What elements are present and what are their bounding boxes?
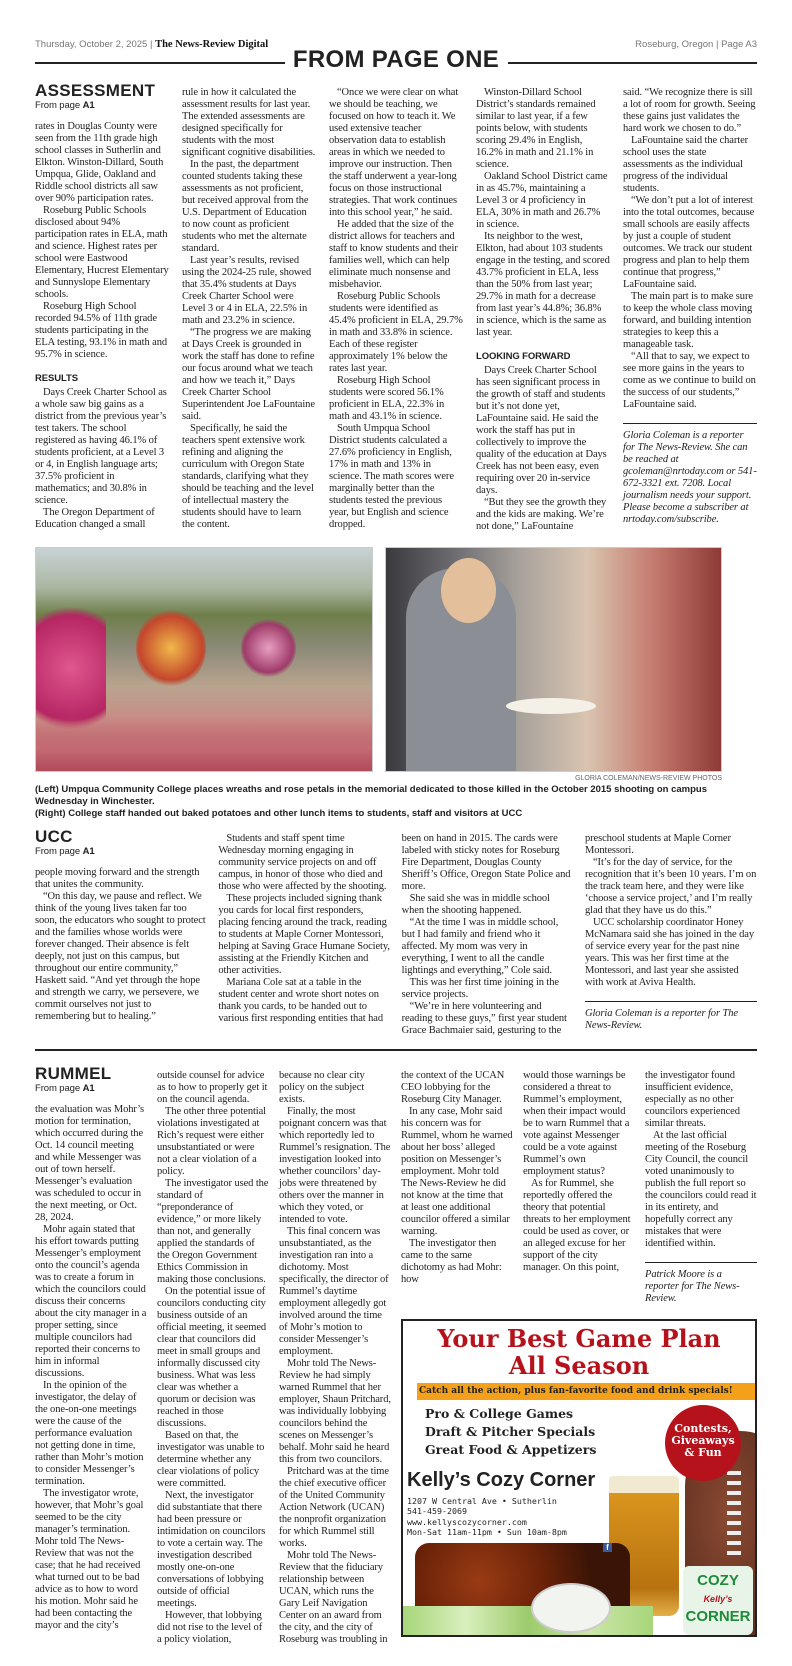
cozy-corner-logo	[683, 1566, 753, 1635]
article-column	[402, 828, 574, 1037]
article-column	[279, 1065, 391, 1646]
page-content	[35, 0, 757, 1666]
ad-website[interactable]: www.kellyscozycorner.com	[407, 1516, 527, 1527]
location-page: Roseburg, Oregon | Page A3	[635, 39, 757, 50]
article-slug: UCC	[35, 827, 73, 846]
article-column	[157, 1065, 269, 1646]
paragraph: This was her first time joining in the service projects.	[401, 977, 559, 1000]
rummel-right-block	[401, 1065, 757, 1637]
paragraph: Oakland School District came in as 45.7%, maintaining a Level 3 or 4 proficiency in ELA, 30% in math and 26.7% in science.	[476, 171, 608, 230]
subhead: LOOKING FORWARD	[476, 351, 571, 362]
article-slug: ASSESSMENT	[35, 81, 156, 100]
logo-text: Kelly’s	[703, 1593, 733, 1604]
article-column	[523, 1065, 635, 1305]
separator: |	[149, 39, 153, 50]
article-column	[623, 82, 757, 526]
paragraph: “But they see the growth they and the kids are making. We’re not done,” LaFountaine	[476, 497, 607, 532]
article-column	[329, 82, 463, 531]
paragraph: In the past, the department counted students taking these assessments as not proficient, but received approval from the U.S. Department of Education to now count as proficient students who met the alternate standard.	[182, 159, 309, 254]
logo-text: CORNER	[685, 1607, 751, 1625]
page-title: FROM PAGE ONE	[292, 46, 500, 73]
jump-page[interactable]: A1	[82, 846, 95, 857]
ad-feature: Great Food & Appetizers	[425, 1441, 597, 1457]
jump-page[interactable]: A1	[82, 100, 95, 111]
article-column	[35, 828, 207, 1023]
photo-pair	[35, 547, 757, 772]
rummel-article	[35, 1065, 757, 1646]
author-bio: Patrick Moore is a reporter for The News-Review.	[645, 1262, 757, 1305]
paragraph: Days Creek Charter School has seen significant process in the growth of staff and students but it’s not done yet, LaFountaine said. He said the work the staff has put in collectively to improve the quality of the education at Days Creek has not been easy, even requiring over 20 in-service days.	[476, 365, 607, 496]
paragraph: Mohr told The News-Review that the fiduciary relationship between UCAN, which runs the Gary Leif Navigation Center on an award from the city, and the city of Roseburg was troubling in	[279, 1549, 388, 1645]
author-bio: Gloria Coleman is a reporter for The News-Review. She can be reached at gcoleman@nrtoday.com or 541-672-3321 ext. 7208. Local journalism needs your support. Please become a subscriber at nrtoday.com/subscribe.	[623, 423, 757, 526]
paragraph: However, that lobbying did not rise to the level of a policy violation,	[157, 1609, 263, 1645]
paragraph: Roseburg Public Schools students were identified as 45.4% proficient in ELA, 29.7% in math and 33.8% in science. Each of these register approximately 1% below the rates last year.	[329, 291, 463, 374]
paragraph: On the potential issue of councilors conducting city business outside of an official meeting, it seemed clear that councilors did meet in small groups and informally discussed city business. What was less clear was whether a quorum or decision was reached in those discussions.	[157, 1285, 267, 1429]
paragraph: In any case, Mohr said his concern was for Rummel, whom he warned about her boss’ alleged position on Messenger’s employment. Mohr told The News-Review he did not know at the time that at least one additional councilor offered a similar warning.	[401, 1105, 513, 1237]
article-column	[218, 828, 390, 1025]
paragraph: preschool students at Maple Corner Montessori.	[584, 833, 731, 856]
photo-lunch-service	[385, 547, 722, 772]
ucc-article	[35, 828, 757, 1037]
ad-feature-list	[425, 1405, 596, 1459]
paragraph: rates in Douglas County were seen from the 11th grade high school classes in Sutherlin and Elkton. Winston-Dillard, South Umpqua, Glide, Oakland and Riddle school districts all saw over 90% participation rates.	[35, 121, 164, 204]
paragraph: LaFountaine said the charter school uses the state assessments as the individual progress of the individual students.	[623, 135, 749, 194]
paragraph: Roseburg High School students were scored 56.1% proficient in ELA, 22.3% in math and 43.1% in science.	[329, 375, 445, 422]
paragraph: The Oregon Department of Education changed a small	[35, 507, 155, 530]
paragraph: Roseburg High School recorded 94.5% of 11th grade students participating in the ELA testing, 93.1% in math and 95.7% in science.	[35, 301, 168, 360]
paragraph: the investigator found insufficient evidence, especially as no other councilors experienced similar threats.	[645, 1069, 740, 1129]
ad-address: 1207 W Central Ave • Sutherlin	[407, 1495, 557, 1506]
article-column	[645, 1065, 757, 1305]
paragraph: He added that the size of the district allows for teachers and staff to know students and their families well, which can help eliminate much nonsense and misbehavior.	[329, 219, 458, 290]
paragraph: “We don’t put a lot of interest into the total outcomes, because small schools are easily affects by just a couple of student outcomes. We track our student progress and plan to help them continue that progress,” LaFountaine said.	[623, 195, 755, 290]
ad-headline-line2: All Season	[508, 1350, 650, 1380]
section-divider	[35, 1049, 757, 1051]
jump-label: From page	[35, 100, 81, 111]
photo-caption	[35, 784, 757, 820]
ad-badge	[665, 1405, 741, 1481]
paragraph: South Umpqua School District students calculated a 27.6% proficiency in English, 17% in math and 13% in science. The math scores were marginally better than the students tested the previous year, but English and science dropped.	[329, 423, 454, 530]
paragraph: because no clear city policy on the subject exists.	[279, 1069, 365, 1105]
rummel-columns-left	[35, 1065, 391, 1646]
badge-line: & Fun	[684, 1445, 722, 1459]
publication-name: The News-Review Digital	[155, 39, 269, 50]
assessment-article	[35, 82, 757, 533]
article-column	[35, 1065, 147, 1646]
paragraph: Students and staff spent time Wednesday morning engaging in community service projects on and off campus, in honor of those who died and those who were affected by the shooting.	[218, 833, 387, 892]
paragraph: said. “We recognize there is sill a lot of room for growth. Seeing these gains just validates the hard work we chosen to do.”	[623, 87, 756, 134]
paragraph: This final concern was unsubstantiated, as the investigation ran into a dichotomy. Most specifically, the director of Rummel’s daytime employment allegedly got involved around the time of Mohr’s motion to consider Messenger’s employment.	[279, 1225, 389, 1357]
celery-image	[403, 1606, 653, 1637]
paragraph: Finally, the most poignant concern was that which reportedly led to Rummel’s resignation. The investigation looked into whether councilors’ day-jobs were threatened by others over the manner in which they voted, or intended to vote.	[279, 1105, 391, 1225]
logo-text: COZY	[697, 1571, 739, 1589]
ad-feature: Draft & Pitcher Specials	[425, 1423, 596, 1439]
jump-page[interactable]: A1	[82, 1082, 95, 1094]
caption-left: (Left) Umpqua Community College places wreaths and rose petals in the memorial dedicated to those killed in the October 2015 shooting on campus Wednesday in Winchester.	[35, 784, 707, 807]
paragraph: Last year’s results, revised using the 2024-25 rule, showed that 35.4% students at Days Creek Charter School were Level 3 or 4 in ELA, 22.5% in math and 23.2% in science.	[182, 255, 312, 326]
paragraph: “All that to say, we expect to see more gains in the years to come as we continue to build on the success of our students,” LaFountaine said.	[623, 351, 756, 410]
article-slug: RUMMEL	[35, 1063, 112, 1083]
photo-credit: GLORIA COLEMAN/NEWS-REVIEW PHOTOS	[575, 775, 722, 782]
paragraph: “We’re in here volunteering and reading to these guys,” first year student Grace Bachmaier said, gesturing to the	[401, 1001, 567, 1036]
ad-headline	[403, 1325, 755, 1379]
article-column	[35, 82, 169, 531]
badge-line: Contests,	[674, 1421, 732, 1435]
paragraph: Based on that, the investigator was unable to determine whether any clear violations of policy were committed.	[157, 1429, 265, 1489]
article-column	[585, 828, 757, 1032]
author-bio: Gloria Coleman is a reporter for The News-Review.	[585, 1001, 757, 1032]
paragraph: “The progress we are making at Days Creek is grounded in work the staff has done to refine our focus around what we teach and how we teach it,” Days Creek Charter School Superintendent Joe LaFountaine said.	[182, 327, 315, 422]
subhead: RESULTS	[35, 373, 78, 384]
paragraph: These projects included signing thank you cards for local first responders, placing fencing around the track, reading to students at Maple Corner Montessori, helping at Saving Grace Humane Society, assisting at the Friendly Kitchen and other activities.	[218, 893, 390, 976]
jump-line	[35, 1083, 147, 1095]
paragraph: The investigator then came to the same dichotomy as had Mohr: how	[401, 1237, 502, 1285]
paragraph: Mohr again stated that his effort towards putting Messenger’s employment onto the council’s agenda was to create a forum in which the councilors could discuss their concerns about the city manager in a proper setting, since multiple councilors had reported their concerns to him in informal discussions.	[35, 1223, 147, 1379]
ad-hours: Mon-Sat 11am-11pm • Sun 10am-8pm	[407, 1527, 567, 1537]
paragraph: people moving forward and the strength that unites the community.	[35, 867, 200, 890]
paragraph: the evaluation was Mohr’s motion for termination, which occurred during the Oct. 14 council meeting and while Messenger was out of town herself. Messenger’s evaluation was scheduled to occur in the next meeting, or Oct. 28, 2024.	[35, 1103, 144, 1223]
jump-label: From page	[35, 846, 81, 857]
ad-headline-line1: Your Best Game Plan	[437, 1323, 721, 1353]
paragraph: the context of the UCAN CEO lobbying for the Roseburg City Manager.	[401, 1069, 505, 1105]
paragraph: Days Creek Charter School as a whole saw big gains as a district from the previous year’s test takers. The school registered as having 46.1% of students proficient, at a Level 3 or 4, in English language arts; 37.5% proficient in mathematics; and 30.8% in science.	[35, 387, 167, 506]
paragraph: Roseburg Public Schools disclosed about 94% participation rates in ELA, math and science. Highest rates per school were Eastwood Elementary, Hucrest Elementary and Sunnyslope Elementary schools.	[35, 205, 169, 300]
paragraph: “Once we were clear on what we should be teaching, we focused on how to teach it. We used extensive teacher observation data to establish areas in which we needed to improve our instruction. Then the staff underwent a year-long focus on those instructional strategies. That work continues into this school year,” he said.	[329, 87, 459, 218]
paragraph: The investigator used the standard of “preponderance of evidence,” or more likely than not, and generally applied the standards of the Oregon Government Ethics Commission in making those conclusions.	[157, 1177, 269, 1285]
article-column	[401, 1065, 513, 1305]
ranch-dip-image	[531, 1583, 611, 1633]
paragraph: Winston-Dillard School District’s standards remained similar to last year, if a few points below, with students scoring 29.4% in English, 16.2% in math and 21.1% in science.	[476, 87, 596, 170]
paragraph: At the last official meeting of the Roseburg City Council, the council voted unanimously to publish the full report so the councilors could read it in its entirety, and hopefully correct any mistakes that were identified within.	[645, 1129, 757, 1249]
advertisement-kellys-cozy-corner[interactable]	[401, 1319, 757, 1637]
paragraph: In the opinion of the investigator, the delay of the one-on-one meetings were the cause of the performance evaluation not getting done in time, rather than Mohr’s motion to consider Messenger’s termination.	[35, 1379, 144, 1487]
paragraph: “On this day, we pause and reflect. We think of the young lives taken far too soon, the educators who sought to protect and the families whose worlds were forever changed. Their absence is felt deeply, not just on this campus, but throughout our entire community,” Haskett said. “And yet through the hope and strength we carry, we persevere, we commit ourselves not just to remembering but to healing.”	[35, 891, 206, 1022]
rummel-columns-right	[401, 1065, 757, 1305]
jump-label: From page	[35, 1082, 81, 1094]
paragraph: UCC scholarship coordinator Honey McNamara said she has joined in the day of service every year for the past nine years. This was her first time at the Montessori, and last year she assisted with work at Aviva Health.	[584, 917, 754, 988]
paragraph: The main part is to make sure to keep the whole class moving forward, and building intention strategies to keep this a manageable task.	[623, 291, 753, 350]
paragraph: rule in how it calculated the assessment results for last year. The extended assessments are designed specifically for students with the most significant cognitive disabilities.	[182, 87, 316, 158]
jump-line	[35, 846, 207, 858]
paragraph: “It’s for the day of service, for the recognition that it’s been 10 years. I’m on the track team here, and they were like ‘choose a service project,’ and I’m really glad that they have us do this.”	[584, 857, 757, 916]
paragraph: Mariana Cole sat at a table in the student center and wrote short notes on thank you cards, to be handed out to various first responding entities that had	[218, 977, 383, 1024]
facebook-icon[interactable]: f	[603, 1543, 612, 1552]
paragraph: “At the time I was in middle school, but I had family and friend who it affected. My mom was very in everything, I went to all the candle lightings and everything,” Cole said.	[401, 917, 559, 976]
paragraph: Specifically, he said the teachers spent extensive work refining and aligning the curriculum with Oregon State standards, clarifying what they should be teaching and the level of intellectual mastery the students should have to learn the content.	[182, 423, 314, 530]
ad-phone: 541-459-2069	[407, 1506, 467, 1516]
article-column	[182, 82, 316, 531]
paragraph: The investigator wrote, however, that Mohr’s goal seemed to be the city manager’s termination. Mohr told The News-Review that was not the case; that he had received what turned out to be bad advice as to how to word his motion. Mohr said he had been contacting the mayor and the city’s	[35, 1487, 144, 1631]
photo-memorial-wreaths	[35, 547, 373, 772]
ad-business-name: Kelly’s Cozy Corner	[407, 1469, 599, 1492]
ad-tagline: Catch all the action, plus fan-favorite food and drink specials!	[417, 1383, 755, 1400]
paragraph: been on hand in 2015. The cards were labeled with sticky notes for Roseburg Fire Department, Douglas County Sheriff’s Office, Oregon State Police and more.	[401, 833, 571, 892]
paragraph: Mohr told The News-Review he had simply warned Rummel that her employer, Shaun Pritchard, was individually lobbying councilors behind the scenes on Messenger’s behalf. Mohr said he heard this from two councilors.	[279, 1357, 391, 1465]
paragraph: The other three potential violations investigated at Rich’s request were either unsubstantiated or were not a clear violation of a policy.	[157, 1105, 266, 1177]
paragraph: As for Rummel, she reportedly offered the theory that potential threats to her employment could be used as cover, or an alleged excuse for her support of the city manager. On this point,	[523, 1177, 631, 1273]
paragraph: Pritchard was at the time the chief executive officer of the United Community Action Network (UCAN) the nonprofit organization for which Rummel still works.	[279, 1465, 389, 1549]
paragraph: She said she was in middle school when the shooting happened.	[401, 893, 550, 916]
caption-right: (Right) College staff handed out baked potatoes and other lunch items to students, staff and visitors at UCC	[35, 808, 523, 819]
article-column	[476, 82, 610, 533]
badge-line: Giveaways	[671, 1433, 735, 1447]
ad-contact-info	[407, 1496, 567, 1538]
paragraph: would those warnings be considered a threat to Rummel’s employment, when their impact would be to warn Rummel that a vote against Messenger could be a vote against Rummel’s own employment status?	[523, 1069, 630, 1177]
paragraph: outside counsel for advice as to how to properly get it on the council agenda.	[157, 1069, 268, 1105]
issue-date: Thursday, October 2, 2025	[35, 39, 148, 50]
ad-feature: Pro & College Games	[425, 1405, 574, 1421]
paragraph: Next, the investigator did substantiate that there had been pressure or intimidation on councilors to vote a certain way. The investigation described mostly one-on-one conversations of lobbying outside of official meetings.	[157, 1489, 266, 1609]
jump-line	[35, 100, 169, 112]
paragraph: Its neighbor to the west, Elkton, had about 103 students engage in the testing, and scored 43.7% proficient in ELA, less than the 50% from last year; 29.7% in math for a decrease from last year’s 44.8%; 36.8% in science, which is the same as last year.	[476, 231, 610, 338]
